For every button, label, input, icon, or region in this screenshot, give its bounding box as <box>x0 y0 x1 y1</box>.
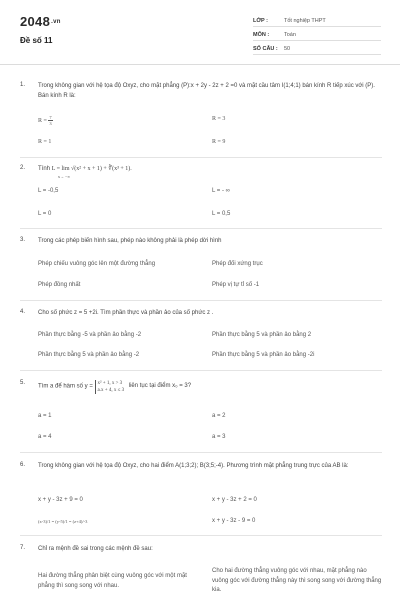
answer-option-c[interactable]: Phép đồng nhất <box>38 282 81 288</box>
exam-title: Đề số 11 <box>20 36 53 45</box>
exam-header <box>0 0 400 65</box>
exam-page: $2048^{.vn}$ Đề số 11 LỚP : Tốt nghiệp THPT MÔN : Toán SỐ CÂU : 50 1. Trong không gian với hệ tọa độ Oxyz, cho mặt phẳng (P):x + 2y - 2z + 2 =0 và mặt cầu tâm I(1;4;1) bán kính R tiếp xúc với (P). Bán kính R là: R = $\frac{7}{3}$ R = 3 R = 1 R = 9 2. Tính L = lim √(x² + x + 1) + ∛(x³ + 1). x→ −∞ L = -0,5 L = - ∞ L = 0 L = 0,5 3. Trong các phép biến hình sau, phép nào không phải là phép dời hình Phép chiếu vuông góc lên một đường thẳng Phép đối xứng trục Phép đồng nhất Phép vị tự tỉ số -1 4. Cho số phức z = 5 +2i. Tìm phần thực và phần ảo của số phức z . Phần thực bằng -5 và phần ảo bằng -2 Phần thực bằng 5 và phần ảo bằng 2 Phần thực bằng 5 và phần ảo bằng -2 Phần thực bằng 5 và phần ảo bằng -2i 5. Tìm a để hàm số y = x² + 1, x > 3 a.x + 4, x ≤ 3 liên tục tại điểm x₀ = 3? a = 1 a = 2 a = 4 a = 3 6. Trong không gian với hệ tọa độ Oxyz, cho hai điểm A(1;3;2); B(3;5;-4). Phương trình mặt phẳng trung trực của AB là: x + y - 3z + 9 = 0 x + y - 3z + 2 = 0 (x-3)/1 = (y-5)/1 = (z+4)/-3 x + y - 3z - 9 = 0 7. Chỉ ra mệnh đề sai trong các mệnh đề sau: Hai đường thẳng phân biệt cùng vuông góc với một mặt phẳng thì song song với nhau. Cho hai đường thẳng vuông góc với nhau, mặt phẳng nào vuông góc với đường thẳng này thì song song với đường thẳng kia. <box>0 0 400 600</box>
meta-row-count: SỐ CÂU : 50 <box>253 44 381 55</box>
answer-option-d[interactable]: a = 3 <box>212 434 226 440</box>
answer-option-d[interactable]: L = 0,5 <box>212 211 231 217</box>
divider <box>20 370 382 371</box>
answer-option-a[interactable]: Hai đường thẳng phân biệt cùng vuông góc với một mặt phẳng thì song song với nhau. <box>38 573 187 589</box>
answer-option-a[interactable]: x + y - 3z + 9 = 0 <box>38 497 83 503</box>
answer-option-c[interactable]: a = 4 <box>38 434 52 440</box>
answer-option-a[interactable]: a = 1 <box>38 413 52 419</box>
answer-option-a[interactable]: Phần thực bằng -5 và phần ảo bằng -2 <box>38 332 142 338</box>
answer-option-b[interactable]: Phép đối xứng trục <box>212 261 263 267</box>
answer-option-d[interactable]: Phần thực bằng 5 và phần ảo bằng -2i <box>212 352 315 358</box>
answer-option-d[interactable]: x + y - 3z - 9 = 0 <box>212 518 256 524</box>
answer-option-b[interactable]: x + y - 3z + 2 = 0 <box>212 497 257 503</box>
divider <box>20 535 382 536</box>
answer-option-a[interactable]: L = -0,5 <box>38 188 59 194</box>
divider <box>20 157 382 158</box>
meta-row-subject: MÔN : Toán <box>253 30 381 41</box>
answer-option-b[interactable]: a = 2 <box>212 413 226 419</box>
answer-option-c[interactable]: Phần thực bằng 5 và phần ảo bằng -2 <box>38 352 140 358</box>
piecewise-function: x² + 1, x > 3 a.x + 4, x ≤ 3 <box>95 380 125 394</box>
answer-option-c[interactable]: (x-3)/1 = (y-5)/1 = (z+4)/-3 <box>38 519 88 524</box>
answer-option-b[interactable]: Cho hai đường thẳng vuông góc với nhau, mặt phẳng nào vuông góc với đường thẳng này thì song song với đường thẳng kia. <box>212 568 382 593</box>
divider <box>20 300 382 301</box>
answer-option-d[interactable]: Phép vị tự tỉ số -1 <box>212 282 260 288</box>
site-logo[interactable]: $2048^{.vn}$ <box>20 14 61 29</box>
answer-option-a[interactable]: R = $\frac{7}{3}$ <box>38 115 52 126</box>
answer-option-c[interactable]: L = 0 <box>38 211 52 217</box>
answer-option-b[interactable]: Phần thực bằng 5 và phần ảo bằng 2 <box>212 332 312 338</box>
answer-option-a[interactable]: Phép chiếu vuông góc lên một đường thẳng <box>38 261 156 267</box>
answer-option-b[interactable]: R = 3 <box>212 116 226 122</box>
divider <box>20 452 382 453</box>
answer-option-d[interactable]: R = 9 <box>212 139 226 145</box>
answer-option-b[interactable]: L = - ∞ <box>212 188 230 194</box>
divider <box>20 228 382 229</box>
fraction: $\frac{7}{3}$ <box>49 115 52 126</box>
meta-row-class: LỚP : Tốt nghiệp THPT <box>253 16 381 27</box>
answer-option-c[interactable]: R = 1 <box>38 139 52 145</box>
